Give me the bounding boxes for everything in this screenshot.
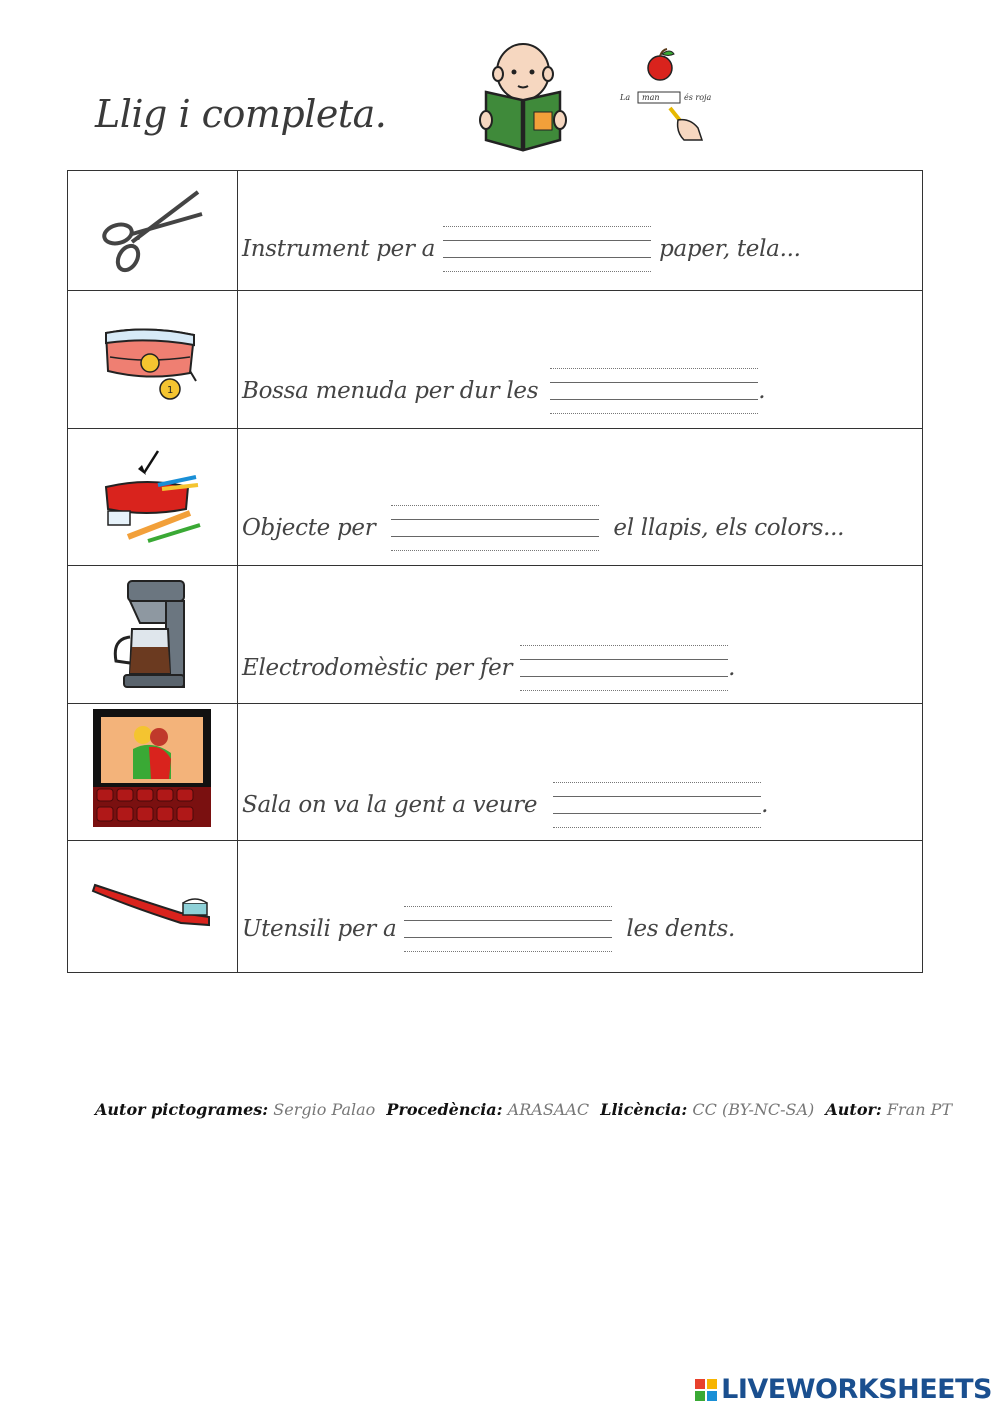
liveworksheets-brand [695, 1374, 992, 1405]
credit-value: Fran PT [886, 1100, 953, 1119]
image-cell [68, 171, 238, 290]
brand-name: LIVEWORKSHEETS [721, 1374, 992, 1405]
image-cell [68, 704, 238, 840]
answer-blank[interactable] [550, 368, 758, 414]
table-row [68, 429, 922, 566]
credit-label: Llicència: [600, 1100, 688, 1119]
sentence-after: . [728, 655, 736, 681]
table-row [68, 841, 922, 972]
sentence-before: Electrodomèstic per fer [242, 655, 513, 681]
sentence-before: Objecte per [242, 515, 376, 541]
table-row [68, 171, 922, 291]
table-row [68, 566, 922, 704]
table-row [68, 291, 922, 429]
text-cell [238, 171, 922, 290]
exercise-table [67, 170, 923, 973]
image-cell [68, 566, 238, 703]
credits-line [95, 1100, 958, 1119]
scissors-icon [98, 186, 208, 276]
sentence [242, 782, 768, 828]
sentence [242, 906, 735, 952]
sentence [242, 505, 844, 551]
table-row [68, 704, 922, 841]
sentence-before: Sala on va la gent a veure [242, 792, 538, 818]
worksheet-title: Llig i completa. [95, 92, 387, 136]
credit-value: CC (BY-NC-SA) [692, 1100, 815, 1119]
toothbrush-icon [91, 877, 215, 937]
sentence [242, 226, 801, 272]
sentence-after: paper, tela... [659, 236, 801, 262]
sentence [242, 645, 735, 691]
text-cell [238, 291, 922, 428]
credit-label: Autor: [825, 1100, 882, 1119]
coffee-maker-icon [98, 577, 208, 693]
cinema-icon [93, 709, 211, 827]
sentence-after: . [761, 792, 769, 818]
text-cell [238, 841, 922, 972]
sentence-after: . [758, 378, 766, 404]
sentence-after: les dents. [626, 916, 735, 942]
credit-label: Autor pictogrames: [95, 1100, 269, 1119]
sentence-before: Utensili per a [242, 916, 397, 942]
writing-pictogram-word-roja: és roja [684, 93, 712, 102]
credit-value: Sergio Palao [273, 1100, 376, 1119]
credit-label: Procedència: [386, 1100, 503, 1119]
sentence-before: Instrument per a [242, 236, 436, 262]
answer-blank[interactable] [520, 645, 728, 691]
pencil-case-icon [98, 447, 208, 547]
text-cell [238, 566, 922, 703]
image-cell [68, 429, 238, 565]
answer-blank[interactable] [391, 505, 599, 551]
sentence-before: Bossa menuda per dur les [242, 378, 539, 404]
svg-text:1: 1 [166, 384, 173, 396]
sentence [242, 368, 765, 414]
text-cell [238, 704, 922, 840]
writing-pictogram-word-la: La [620, 93, 631, 102]
reading-pictogram-icon [478, 42, 568, 152]
text-cell [238, 429, 922, 565]
answer-blank[interactable] [553, 782, 761, 828]
answer-blank[interactable] [443, 226, 651, 272]
purse-icon [98, 315, 208, 405]
image-cell [68, 841, 238, 972]
image-cell [68, 291, 238, 428]
writing-pictogram-word-man: man [642, 93, 660, 102]
sentence-after: el llapis, els colors... [613, 515, 845, 541]
credit-value: ARASAAC [507, 1100, 590, 1119]
answer-blank[interactable] [404, 906, 612, 952]
liveworksheets-logo-icon [695, 1379, 717, 1401]
writing-pictogram-icon [618, 48, 718, 142]
